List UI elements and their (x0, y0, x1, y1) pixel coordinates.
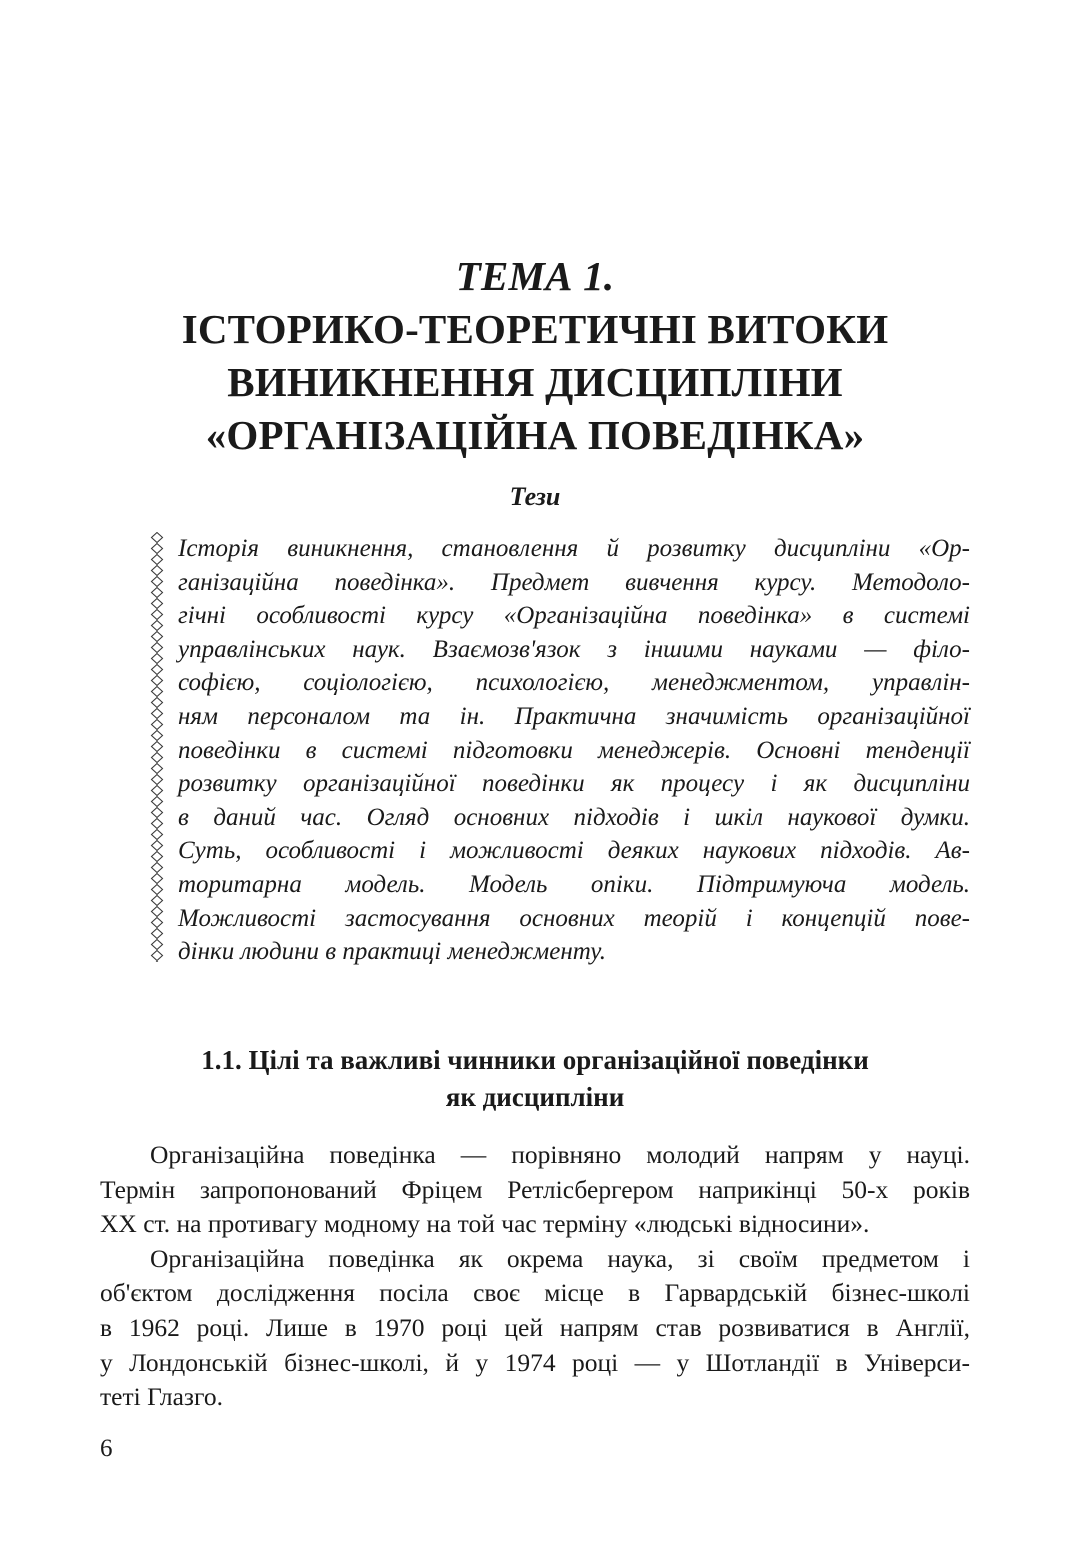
theses-line: торитарна модель. Модель опіки. Підтримуюча модель. (178, 870, 970, 898)
theses-line: ням персоналом та ін. Практична значимість організаційної (178, 702, 970, 730)
paragraph-line: Організаційна поведінка як окрема наука, зі своїм предметом і (150, 1243, 970, 1273)
paragraph-line: Термін запропонований Фріцем Ретлісбергером наприкінці 50-х років (100, 1174, 970, 1204)
chapter-title (100, 250, 970, 462)
theses-line: софією, соціологією, психологією, менеджментом, управлін- (178, 669, 970, 697)
chapter-title-line: ІСТОРИКО-ТЕОРЕТИЧНІ ВИТОКИ (181, 306, 889, 352)
theses-text (178, 532, 970, 969)
paragraph (100, 1242, 970, 1415)
theses-line: в даний час. Огляд основних підходів і шкіл наукової думки. (178, 803, 970, 831)
ornament-border-icon (150, 532, 164, 962)
theses-heading: Тези (509, 482, 561, 511)
paragraph (100, 1138, 970, 1242)
theses-line: управлінських наук. Взаємозв'язок з іншими науками — філо- (178, 635, 970, 663)
theses-block (150, 532, 980, 966)
theses-line: поведінки в системі підготовки менеджерів. Основні тенденції (178, 736, 970, 764)
theses-line: дінки людини в практиці менеджменту. (178, 938, 606, 966)
paragraph-line: в 1962 році. Лише в 1970 році цей напрям став розвиватися в Англії, (100, 1312, 970, 1342)
theses-line: розвитку організаційної поведінки як процесу і як дисципліни (178, 770, 970, 798)
section-heading-line: 1.1. Цілі та важливі чинники організаційної поведінки (201, 1045, 869, 1075)
page-number: 6 (100, 1435, 113, 1462)
theses-line: Можливості застосування основних теорій і концепцій пове- (178, 904, 970, 932)
theses-line: Історія виникнення, становлення й розвитку дисципліни «Ор- (178, 535, 970, 562)
section-heading-line: як дисципліни (445, 1082, 625, 1112)
theses-line: гічні особливості курсу «Організаційна поведінка» в системі (178, 602, 970, 630)
section-heading (100, 1042, 970, 1116)
body-text (100, 1138, 970, 1415)
paragraph-line: XX ст. на противагу модному на той час терміну «людські відносини». (100, 1209, 870, 1239)
paragraph-line: Організаційна поведінка — порівняно молодий напрям у науці. (150, 1140, 970, 1169)
chapter-title-line: «ОРГАНІЗАЦІЙНА ПОВЕДІНКА» (205, 412, 865, 458)
theses-line: ганізаційна поведінка». Предмет вивчення курсу. Методоло- (178, 568, 970, 596)
paragraph-line: у Лондонській бізнес-школі, й у 1974 році — у Шотландії в Універси- (100, 1347, 970, 1377)
theses-line: Суть, особливості і можливості деяких наукових підходів. Ав- (178, 837, 970, 865)
chapter-theme-number: ТЕМА 1. (455, 253, 615, 299)
paragraph-line: об'єктом дослідження посіла своє місце в Гарвардській бізнес-школі (100, 1278, 970, 1308)
paragraph-line: теті Глазго. (100, 1382, 223, 1412)
chapter-title-line: ВИНИКНЕННЯ ДИСЦИПЛІНИ (227, 359, 843, 405)
